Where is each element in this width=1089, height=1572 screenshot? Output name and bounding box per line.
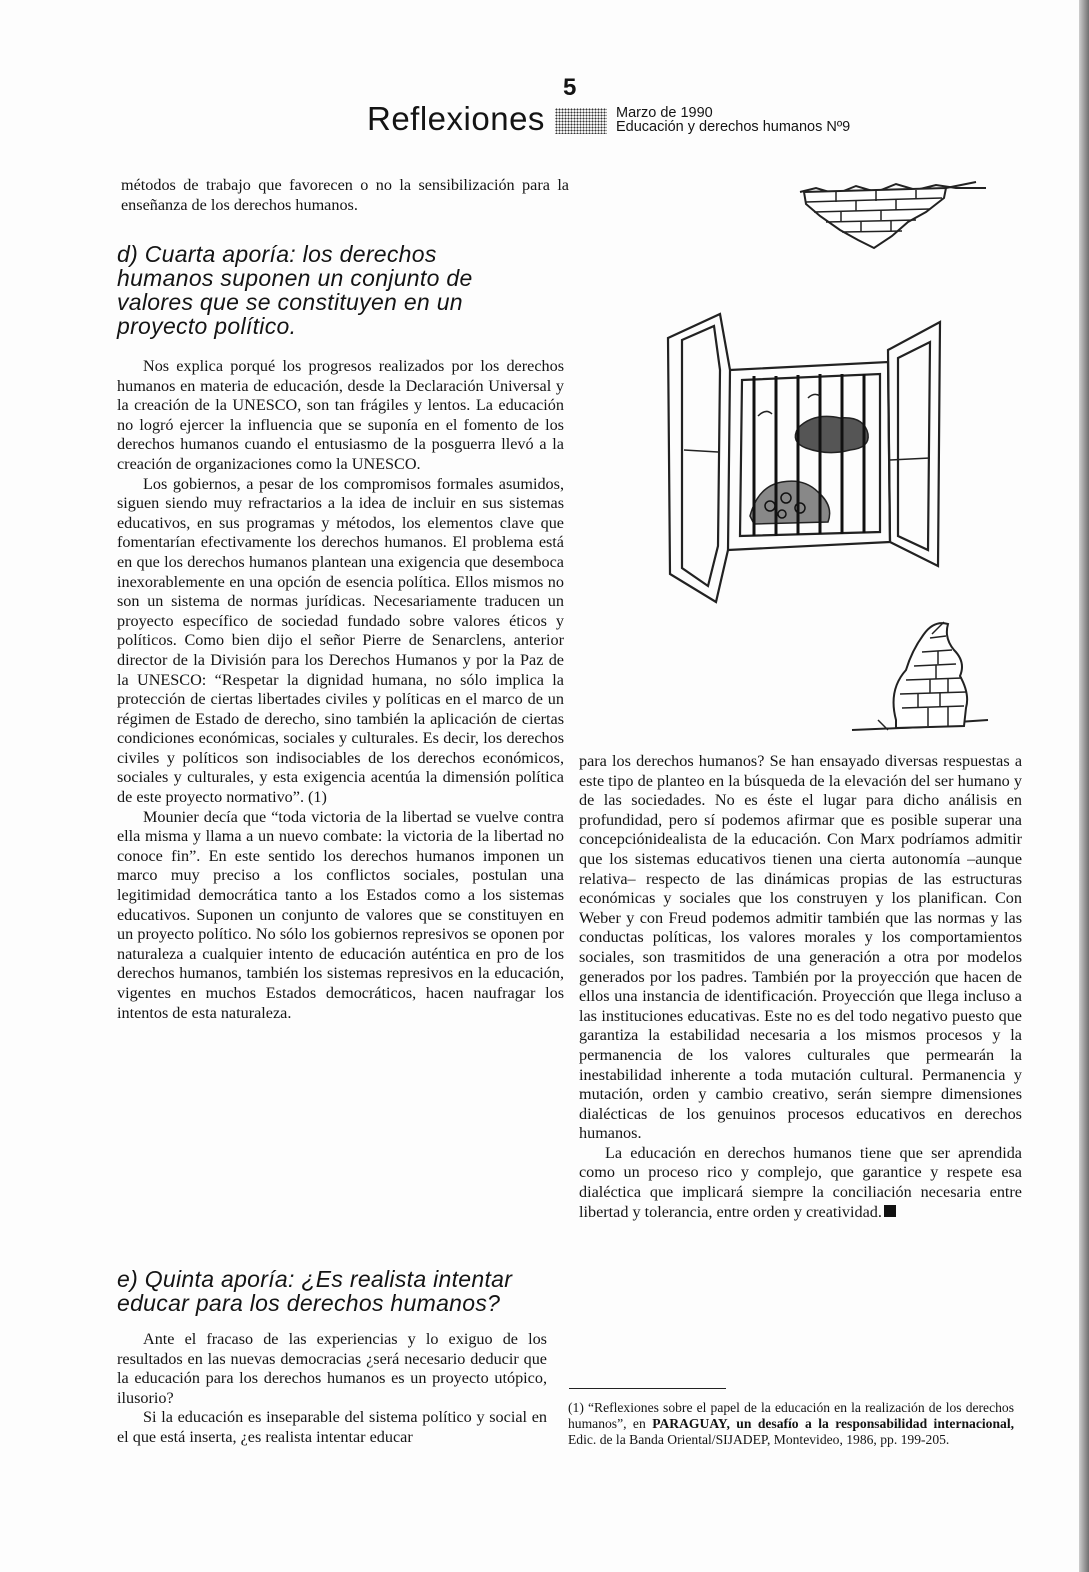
broken-wall-top-illustration bbox=[796, 178, 996, 258]
page-number: 5 bbox=[563, 74, 577, 101]
issue-subtitle: Educación y derechos humanos Nº9 bbox=[616, 119, 851, 135]
issue-date: Marzo de 1990 bbox=[616, 105, 713, 121]
broken-wall-bottom-illustration bbox=[848, 612, 994, 740]
end-mark bbox=[884, 1205, 896, 1217]
intro-paragraph: métodos de trabajo que favorecen o no la sensibilización para la enseñanza de los derechos humanos. bbox=[121, 176, 569, 214]
paragraph: para los derechos humanos? Se han ensayado diversas respuestas a este tipo de planteo en la búsqueda de la elevación del ser humano y de las sociedades. No es éste el lugar para dicho análisis en profundidad, pero sí podemos afirmar que es posible superar una concepciónidealista de la educación. Con Marx podríamos admitir que los sistemas educativos tienen una cierta autonomía –aunque relativa– respecto de las dinámicas propias de las estructuras económicas y sociales que los construyen y los planifican. Con Weber y con Freud podemos admitir también que las normas y las conductas políticas, los valores morales y los comportamientos sociales, son trasmitidos de una generación a otra por modelos generados por los padres. También por la proyección que hacen de ellos una instancia de identificación. Proyección que llega incluso a las instituciones educativas. Este no es del todo negativo puesto que garantiza la estabilidad necesaria a los mismos procesos y la permanencia de los valores culturales que permearán la inestabilidad inherente a toda mutación cultural. Permanencia y mutación, orden y cambio creativo, serán siempre dimensiones dialécticas de los genuinos procesos educativos en derechos humanos. bbox=[579, 752, 1022, 1143]
footnote-title: PARAGUAY, un desafío a la responsabilidad internacional, bbox=[652, 1416, 1014, 1431]
paragraph: Ante el fracaso de las experiencias y lo exiguo de los resultados en las nuevas democracias ¿será necesario deducir que la educación para los derechos humanos es un proyecto utópico, ilusorio? bbox=[117, 1330, 547, 1407]
barred-window-illustration bbox=[658, 310, 954, 610]
intro-text bbox=[121, 176, 569, 215]
paragraph: Los gobiernos, a pesar de los compromisos formales asumidos, siguen siendo muy refractarios a la idea de incluir en sus sistemas educativos, en sus programas y métodos, los elementos clave que fomentarían efectivamente los derechos humanos. El problema está en que los derechos humanos plantean una exigencia que desemboca inexorablemente en una opción de esencia política. Ellos mismos no son un sistema de normas jurídicas. Necesariamente traducen un proyecto específico de sociedad fundado sobre valores éticos y políticos. Como bien dijo el señor Pierre de Senarclens, anterior director de la División para los Derechos Humanos y por la Paz de la UNESCO: “Respetar la dignidad humana, no sólo implica la protección de ciertas libertades civiles y políticas en el marco de un régimen de Estado de derecho, sino también la aplicación de ciertas condiciones económicas, sociales y culturales. Es decir, los derechos civiles y políticos son indisociables de los derechos económicos, sociales y culturales, y esta exigencia acentúa la dimensión política de este proyecto normativo”. (1) bbox=[117, 474, 564, 807]
closing-paragraph bbox=[579, 1144, 1022, 1222]
footnote-text: (1) “Reflexiones sobre el papel de la educación en la realización de los derechos humanos”, en bbox=[568, 1400, 1014, 1431]
paragraph: Si la educación es inseparable del sistema político y social en el que está inserta, ¿es realista intentar educar bbox=[117, 1408, 547, 1446]
footnote bbox=[568, 1400, 1014, 1448]
issue-info bbox=[616, 106, 850, 134]
paragraph: Nos explica porqué los progresos realizados por los derechos humanos en materia de educación, desde la Declaración Universal y la creación de la UNESCO, son tan frágiles y lentos. La educación no logró ejercer la influencia que se suponía en el fomento de los derechos humanos cuando el entusiasmo de la posguerra llevó a la creación de organizaciones como la UNESCO. bbox=[117, 357, 564, 473]
left-body-2 bbox=[117, 1330, 547, 1448]
left-body-1 bbox=[117, 357, 564, 1023]
footnote-rule bbox=[569, 1388, 726, 1389]
publication-title: Reflexiones bbox=[367, 100, 545, 137]
page-edge-shadow bbox=[1079, 0, 1089, 1572]
heading-cuarta-aporia: d) Cuarta aporía: los derechos humanos suponen un conjunto de valores que se constituyen en un proyecto político. bbox=[117, 241, 473, 339]
header-dot-pattern bbox=[555, 108, 607, 134]
right-body bbox=[579, 752, 1022, 1222]
heading-quinta-aporia: e) Quinta aporía: ¿Es realista intentar educar para los derechos humanos? bbox=[117, 1266, 513, 1316]
closing-text: La educación en derechos humanos tiene que ser aprendida como un proceso rico y complejo, que garantice y respete esa dialéctica que implicará siempre la conciliación necesaria entre libertad y tolerancia, entre orden y creatividad. bbox=[579, 1143, 1022, 1221]
footnote-publisher: Edic. de la Banda Oriental/SIJADEP, Montevideo, 1986, pp. 199-205. bbox=[568, 1432, 950, 1447]
paragraph: Mounier decía que “toda victoria de la libertad se vuelve contra ella misma y llama a un nuevo combate: la victoria de la libertad no conoce fin”. En este sentido los derechos humanos imponen un marco muy preciso a los conflictos sociales, postulan una legitimidad democrática tanto a los Estados como a los sistemas educativos. Suponen un conjunto de valores que se constituyen en un proyecto político. No sólo los gobiernos represivos se oponen por naturaleza a cualquier intento de educación auténtica en pro de los derechos humanos, también los sistemas represivos en la educación, vigentes en muchos Estados democráticos, hacen naufragar los intentos de esta naturaleza. bbox=[117, 807, 564, 1022]
